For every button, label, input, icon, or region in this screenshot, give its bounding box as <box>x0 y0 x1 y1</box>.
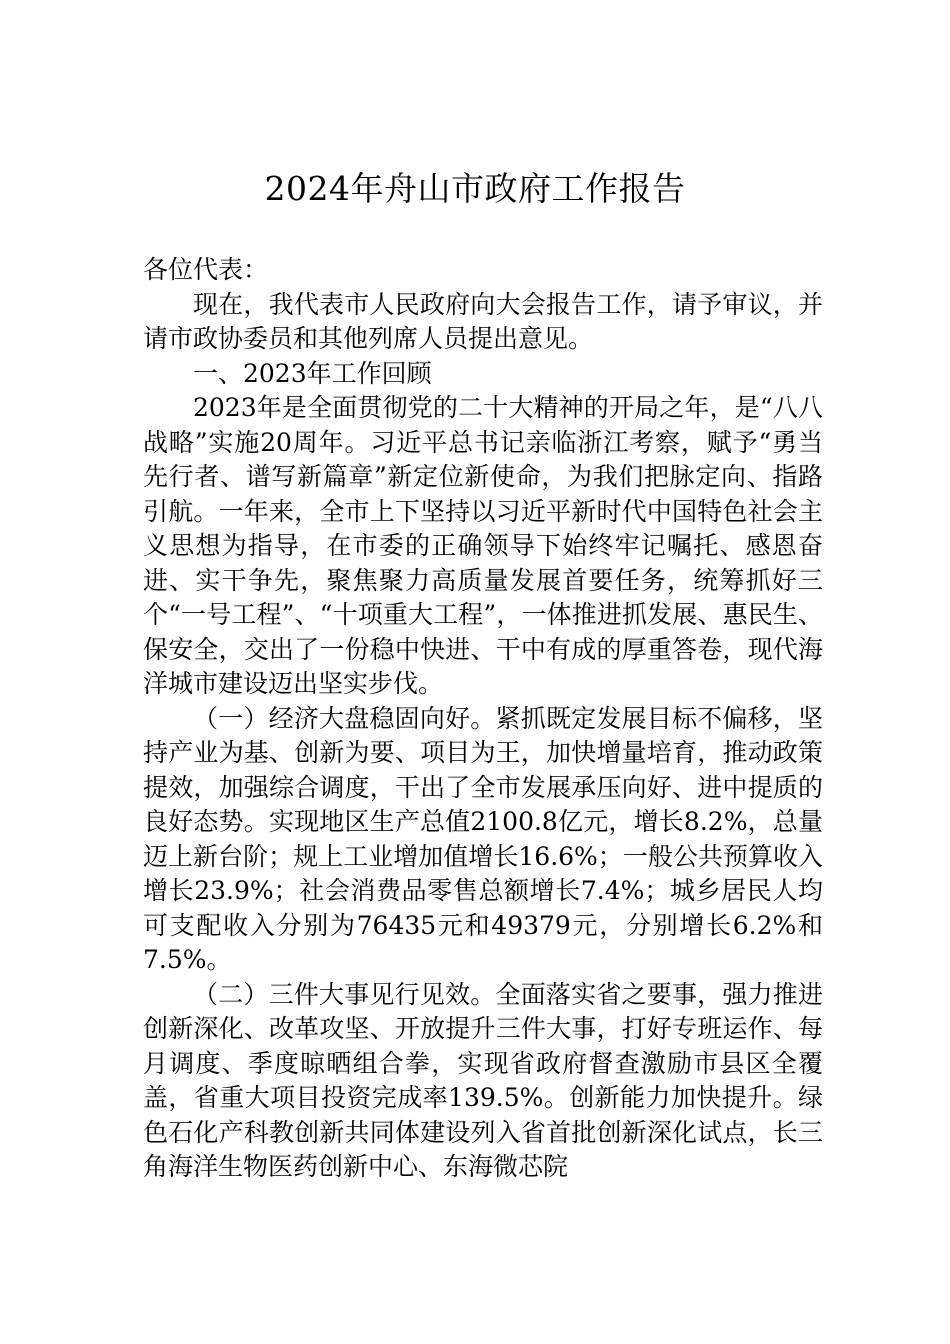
salutation: 各位代表： <box>143 255 269 284</box>
document-body <box>143 253 823 1185</box>
document-title: 2024年舟山市政府工作报告 <box>264 169 686 208</box>
paragraph-summary: 2023年是全面贯彻党的二十大精神的开局之年，是“八八战略”实施20周年。习近平总书记亲临浙江考察，赋予“勇当先行者、谱写新篇章”新定位新使命，为我们把脉定向、指路引航。一年来，全市上下坚持以习近平新时代中国特色社会主义思想为指导，在市委的正确领导下始终牢记嘱托、感恩奋进、实干争先，聚焦聚力高质量发展首要任务，统筹抓好三个“一号工程”、“十项重大工程”，一体推进抓发展、惠民生、保安全，交出了一份稳中快进、干中有成的厚重答卷，现代海洋城市建设迈出坚实步伐。 <box>143 393 823 698</box>
paragraph-three-matters: （二）三件大事见行见效。全面落实省之要事，强力推进创新深化、改革攻坚、开放提升三件大事，打好专班运作、每月调度、季度晾晒组合拳，实现省政府督查激励市县区全覆盖，省重大项目投资完成率139.5%。创新能力加快提升。绿色石化产科教创新共同体建设列入省首批创新深化试点，长三角海洋生物医药创新中心、东海微芯院 <box>143 979 823 1181</box>
paragraph-economy: （一）经济大盘稳固向好。紧抓既定发展目标不偏移，坚持产业为基、创新为要、项目为王，加快增量培育，推动政策提效，加强综合调度，干出了全市发展承压向好、进中提质的良好态势。实现地区生产总值2100.8亿元，增长8.2%，总量迈上新台阶；规上工业增加值增长16.6%；一般公共预算收入增长23.9%；社会消费品零售总额增长7.4%；城乡居民人均可支配收入分别为76435元和49379元，分别增长6.2%和7.5%。 <box>143 703 823 974</box>
section-heading-review: 一、2023年工作回顾 <box>193 358 432 388</box>
paragraph-opening: 现在，我代表市人民政府向大会报告工作，请予审议，并请市政协委员和其他列席人员提出意见。 <box>143 289 823 353</box>
